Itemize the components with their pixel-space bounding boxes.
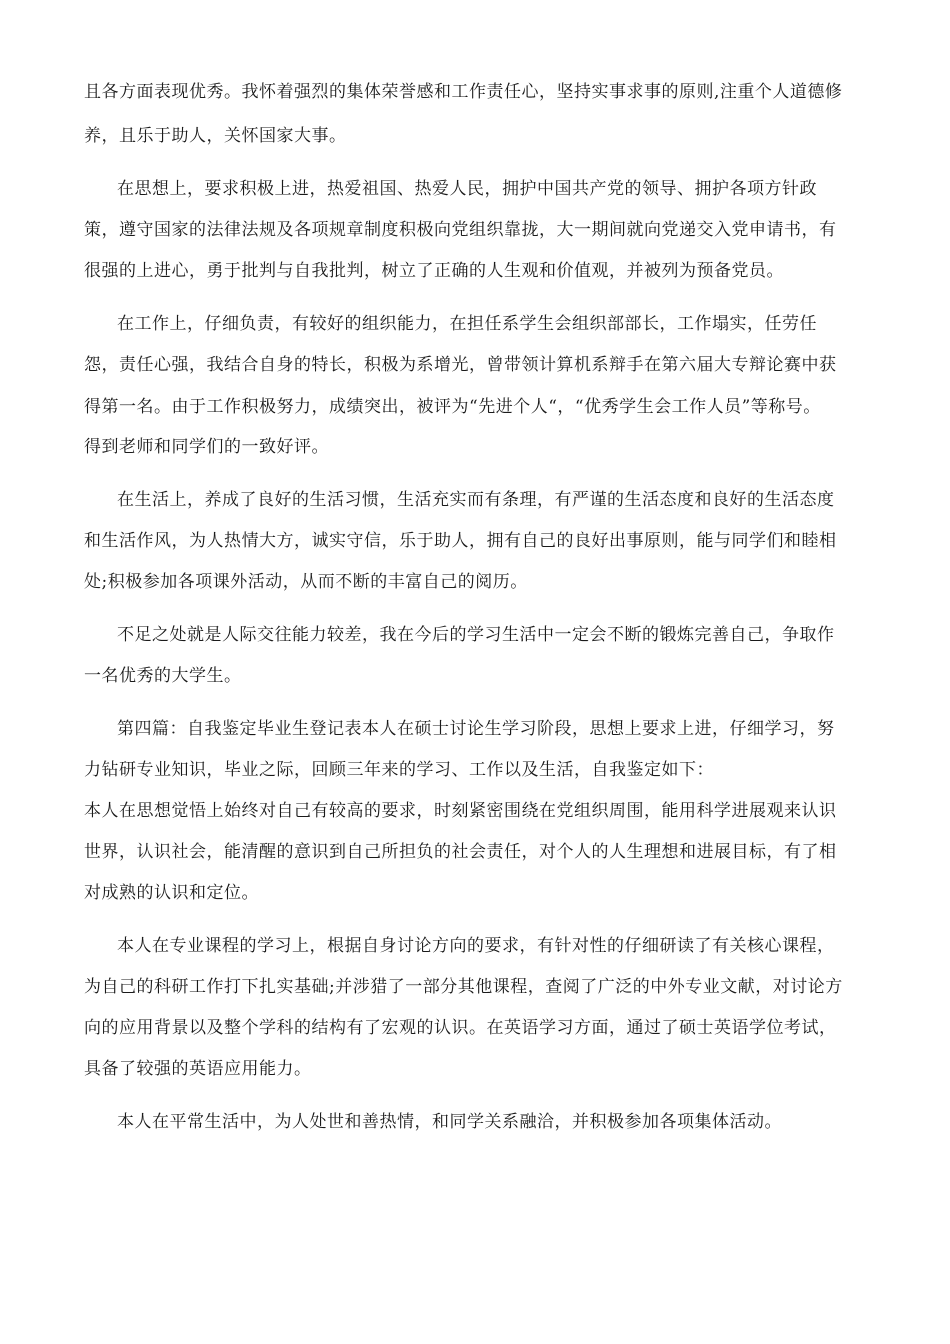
text-line: 具备了较强的英语应用能力。	[84, 1059, 312, 1079]
text-line: 在工作上，仔细负责，有较好的组织能力，在担任系学生会组织部部长，工作塌实，任劳任	[117, 314, 817, 334]
text-line: 向的应用背景以及整个学科的结构有了宏观的认识。在英语学习方面，通过了硕士英语学位考试，	[84, 1018, 837, 1038]
text-line: 很强的上进心，勇于批判与自我批判，树立了正确的人生观和价值观，并被列为预备党员。	[84, 261, 784, 281]
text-line: 本人在思想觉悟上始终对自己有较高的要求，时刻紧密围绕在党组织周围，能用科学进展观来认识	[84, 801, 837, 821]
text-line: 本人在专业课程的学习上，根据自身讨论方向的要求，有针对性的仔细研读了有关核心课程，	[117, 936, 835, 956]
text-line: 和生活作风，为人热情大方，诚实守信，乐于助人，拥有自己的良好出事原则，能与同学们和睦相	[84, 531, 837, 551]
text-line: 处;积极参加各项课外活动，从而不断的丰富自己的阅历。	[84, 572, 528, 592]
text-line: 为自己的科研工作打下扎实基础;并涉猎了一部分其他课程，查阅了广泛的中外专业文献，对讨论方	[84, 977, 843, 997]
text-line: 养，且乐于助人，关怀国家大事。	[84, 126, 347, 146]
text-line: 对成熟的认识和定位。	[84, 883, 259, 903]
text-line: 得第一名。由于工作积极努力，成绩突出，被评为“先进个人“，“优秀学生会工作人员”等称号。	[84, 397, 821, 417]
text-line: 且各方面表现优秀。我怀着强烈的集体荣誉感和工作责任心，坚持实事求事的原则,注重个人道德修	[84, 82, 843, 102]
text-line: 不足之处就是人际交往能力较差，我在今后的学习生活中一定会不断的锻炼完善自己，争取作	[117, 625, 835, 645]
text-line: 力钻研专业知识，毕业之际，回顾三年来的学习、工作以及生活，自我鉴定如下：	[84, 760, 714, 780]
text-line: 第四篇：自我鉴定毕业生登记表本人在硕士讨论生学习阶段，思想上要求上进，仔细学习，努	[117, 719, 835, 739]
text-line: 本人在平常生活中，为人处世和善热情，和同学关系融洽，并积极参加各项集体活动。	[117, 1112, 782, 1132]
text-line: 在思想上，要求积极上进，热爱祖国、热爱人民，拥护中国共产党的领导、拥护各项方针政	[117, 179, 817, 199]
text-line: 得到老师和同学们的一致好评。	[84, 437, 329, 457]
text-line: 在生活上，养成了良好的生活习惯，生活充实而有条理，有严谨的生活态度和良好的生活态度	[117, 490, 835, 510]
text-line: 策，遵守国家的法律法规及各项规章制度积极向党组织靠拢，大一期间就向党递交入党申请书，有	[84, 220, 837, 240]
text-line: 怨，责任心强，我结合自身的特长，积极为系增光，曾带领计算机系辩手在第六届大专辩论赛中获	[84, 355, 837, 375]
text-line: 世界，认识社会，能清醒的意识到自己所担负的社会责任，对个人的人生理想和进展目标，有了相	[84, 842, 837, 862]
text-line: 一名优秀的大学生。	[84, 666, 242, 686]
